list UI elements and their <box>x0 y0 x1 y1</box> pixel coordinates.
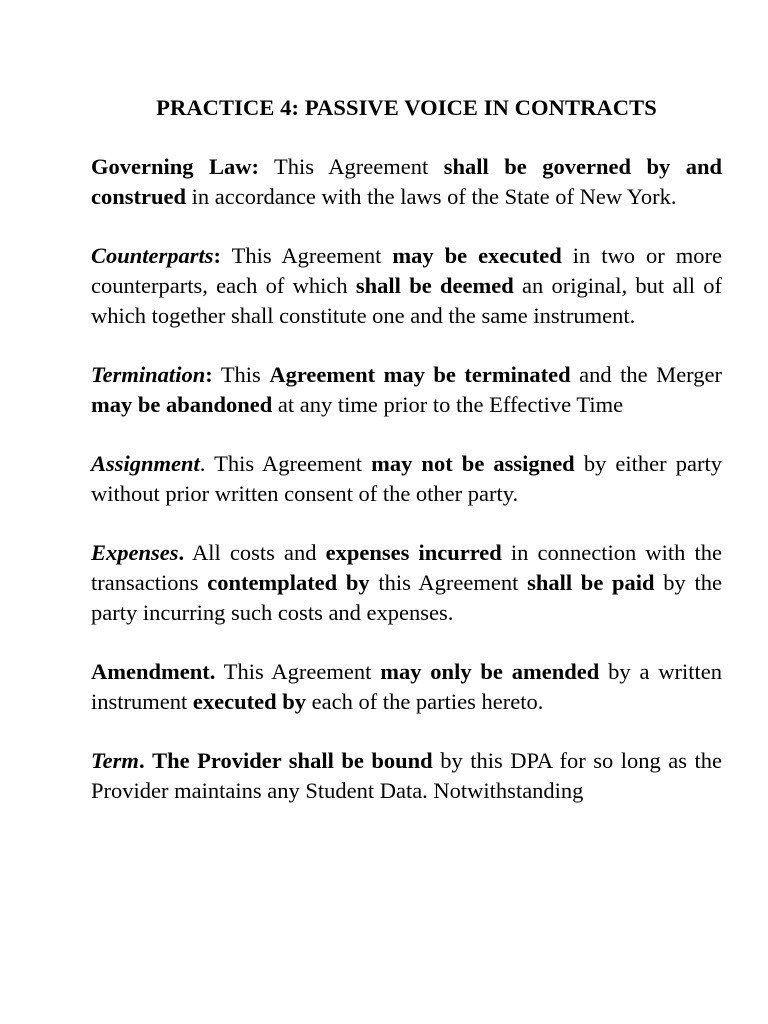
text-run: Expenses <box>91 540 179 565</box>
text-run: This <box>212 362 270 387</box>
text-run: and the Merger <box>570 362 722 387</box>
text-run: Counterparts <box>91 243 214 268</box>
text-run: at any time prior to the Effective Time <box>272 392 624 417</box>
text-run: Amendment. <box>91 659 216 684</box>
text-run: shall be governed by and construed <box>91 154 722 209</box>
text-run: Termination <box>91 362 206 387</box>
text-run: This Agreement <box>221 243 393 268</box>
text-run: . <box>178 540 185 565</box>
text-run: by this DPA for so long as the Provider maintains any Student Data. Notwithstanding <box>91 748 722 803</box>
text-run: each of the parties hereto. <box>305 689 544 714</box>
text-run: : <box>205 362 213 387</box>
text-run: may not be assigned <box>371 451 575 476</box>
text-run: . <box>138 748 145 773</box>
paragraph-termination <box>91 360 722 420</box>
text-run: may be executed <box>392 243 562 268</box>
paragraph-assignment <box>91 449 722 509</box>
text-run: may be abandoned <box>91 392 273 417</box>
text-run: shall be deemed <box>355 273 514 298</box>
text-run: may only be amended <box>380 659 600 684</box>
text-run: shall be paid <box>527 570 655 595</box>
paragraph-counterparts <box>91 241 722 331</box>
text-run: executed by <box>192 689 306 714</box>
paragraph-governing-law <box>91 152 722 212</box>
text-run: in accordance with the laws of the State of New York. <box>186 184 677 209</box>
text-run: All costs and <box>184 540 326 565</box>
text-run: in connection with the transactions <box>91 540 722 595</box>
text-run: Assignment <box>91 451 200 476</box>
text-run: : <box>213 243 222 268</box>
text-run: This Agreement <box>215 659 381 684</box>
text-run: an original, but all of which together shall constitute one and the same instrument. <box>91 273 722 328</box>
paragraph-list <box>91 152 722 806</box>
text-run: this Agreement <box>369 570 528 595</box>
text-run: by the party incurring such costs and expenses. <box>91 570 722 625</box>
text-run: contemplated by <box>207 570 370 595</box>
paragraph-term <box>91 746 722 806</box>
text-run: Governing Law: <box>91 154 259 179</box>
text-run: expenses incurred <box>325 540 502 565</box>
text-run: by either party without prior written consent of the other party. <box>91 451 722 506</box>
text-run: in two or more counterparts, each of which <box>91 243 722 298</box>
text-run: by a written instrument <box>91 659 723 714</box>
text-run: This Agreement <box>258 154 444 179</box>
text-run: Term <box>91 748 139 773</box>
text-run: The Provider shall be bound <box>152 748 433 773</box>
text-run <box>145 748 153 773</box>
text-run: . This Agreement <box>199 451 372 476</box>
paragraph-amendment <box>91 657 722 717</box>
document-page <box>91 93 722 806</box>
text-run: Agreement may be terminated <box>269 362 571 387</box>
document-title: PRACTICE 4: PASSIVE VOICE IN CONTRACTS <box>156 95 657 120</box>
paragraph-expenses <box>91 538 722 628</box>
